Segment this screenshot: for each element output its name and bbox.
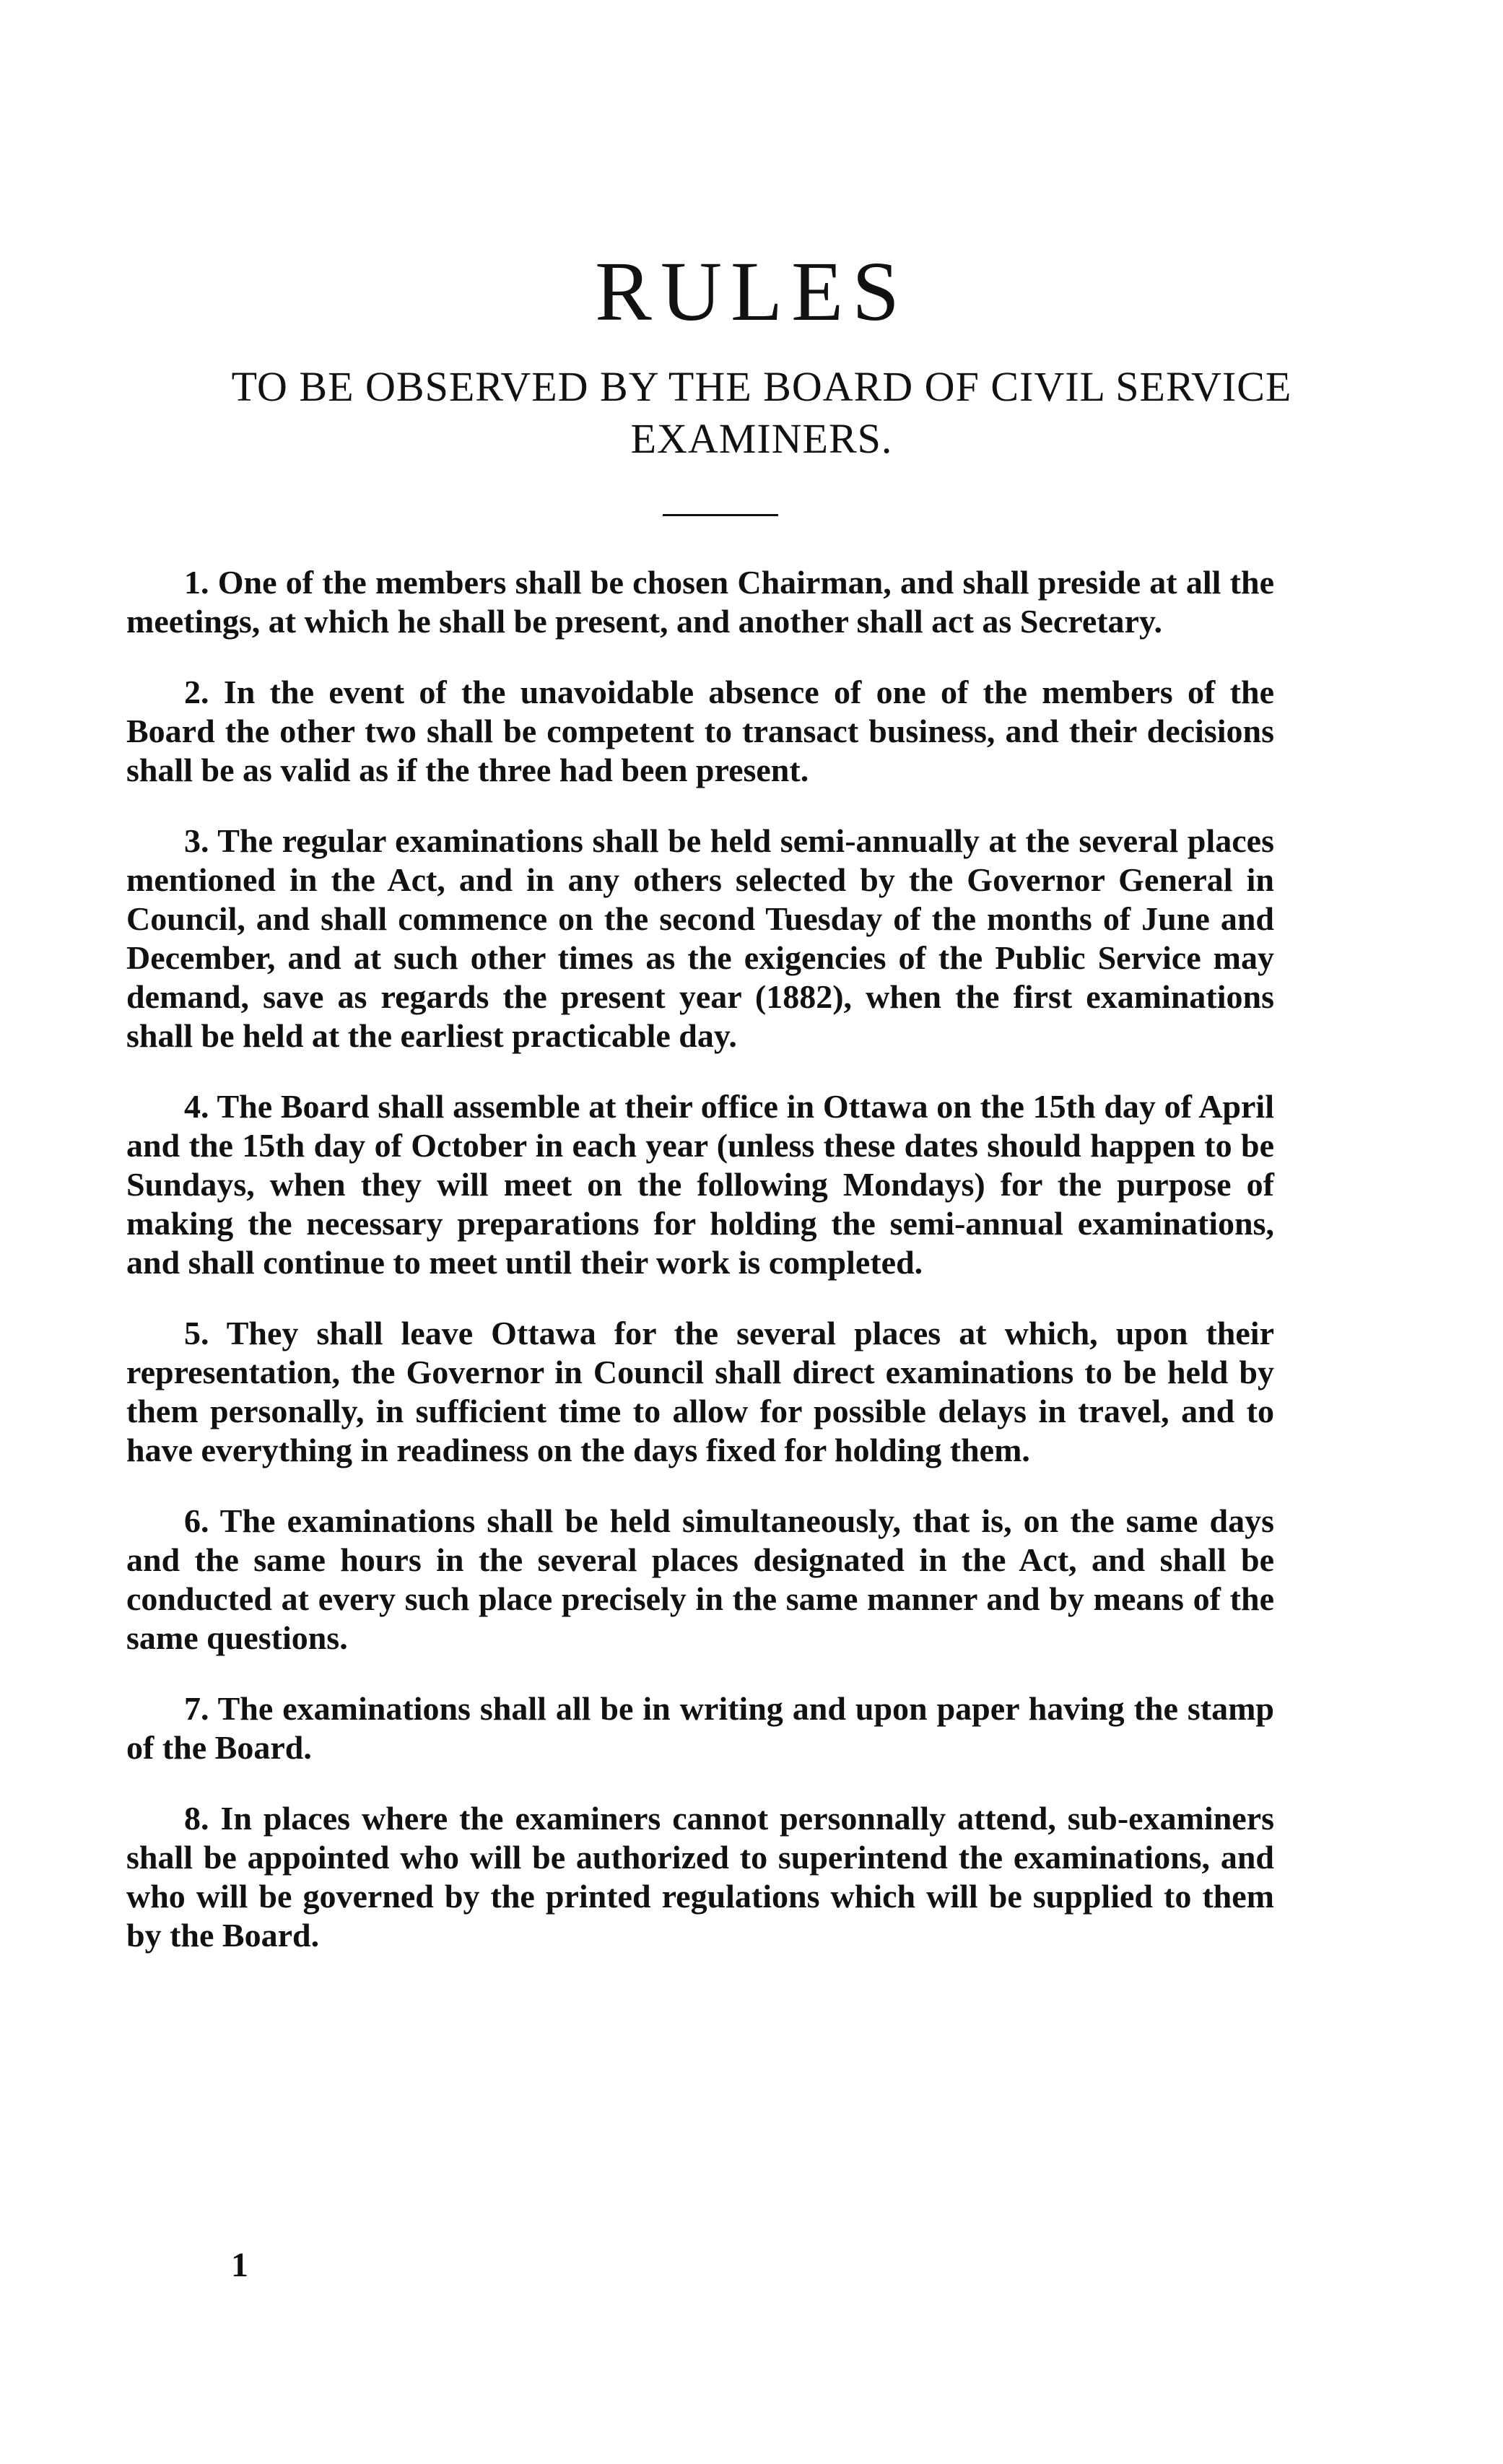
- rule-paragraph-8: [126, 1799, 1274, 1955]
- rule-text: The Board shall assemble at their office in Ottawa on the 15th day of April and the 15th day of October in each year (unless these dates should happen to be Sundays, when they will meet on the following Mondays) for the purpose of making the necessary preparations for holding the semi-annual examinations, and shall continue to meet until their work is completed.: [126, 1088, 1274, 1281]
- rule-text: One of the members shall be chosen Chairman, and shall preside at all the meetings, at which he shall be present, and another shall act as Secretary.: [126, 564, 1275, 640]
- rule-paragraph-1: [126, 563, 1274, 641]
- rule-text: The regular examinations shall be held semi-annually at the several places mentioned in the Act, and in any others selected by the Governor General in Council, and shall commence on the second Tuesday of the months of June and December, and at such other times as the exigencies of the Public Service may demand, save as regards the present year (1882), when the first examinations shall be held at the earliest practicable day.: [126, 822, 1274, 1054]
- rule-text: The examinations shall all be in writing and upon paper having the stamp of the Board.: [126, 1690, 1274, 1766]
- rule-number: 3.: [184, 822, 209, 859]
- rule-number: 2.: [184, 674, 209, 710]
- rule-paragraph-6: [126, 1502, 1274, 1658]
- rule-number: 7.: [184, 1690, 209, 1727]
- rule-text: They shall leave Ottawa for the several places at which, upon their representation, the Governor in Council shall direct examinations to be held by them personally, in sufficient time to allow for possible delays in travel, and to have everything in readiness on the days fixed for holding them.: [126, 1315, 1275, 1468]
- rule-number: 6.: [184, 1502, 209, 1539]
- rule-number: 1.: [184, 564, 209, 601]
- rule-number: 4.: [184, 1088, 209, 1125]
- rule-text: In places where the examiners cannot personnally attend, sub-examiners shall be appointed who will be authorized to superintend the examinations, and who will be governed by the printed regulations which will be supplied to them by the Board.: [126, 1800, 1275, 1954]
- page-subtitle: TO BE OBSERVED BY THE BOARD OF CIVIL SERVICE EXAMINERS.: [231, 363, 1292, 462]
- rule-paragraph-7: [126, 1689, 1274, 1767]
- rule-paragraph-4: [126, 1087, 1274, 1282]
- rule-paragraph-2: [126, 673, 1274, 790]
- title-divider: [663, 514, 778, 516]
- rule-number: 5.: [184, 1315, 209, 1351]
- rule-text: In the event of the unavoidable absence of one of the members of the Board the other two shall be competent to transact business, and their decisions shall be as valid as if the three had been present.: [126, 674, 1274, 788]
- rules-body: [126, 563, 1274, 1987]
- rule-text: The examinations shall be held simultaneously, that is, on the same days and the same hours in the several places designated in the Act, and shall be conducted at every such place precisely in the same manner and by means of the same questions.: [126, 1502, 1275, 1656]
- page-number: 1: [231, 2246, 248, 2284]
- page-title: RULES: [595, 244, 908, 339]
- rule-number: 8.: [184, 1800, 209, 1837]
- rule-paragraph-3: [126, 822, 1274, 1055]
- rule-paragraph-5: [126, 1314, 1274, 1470]
